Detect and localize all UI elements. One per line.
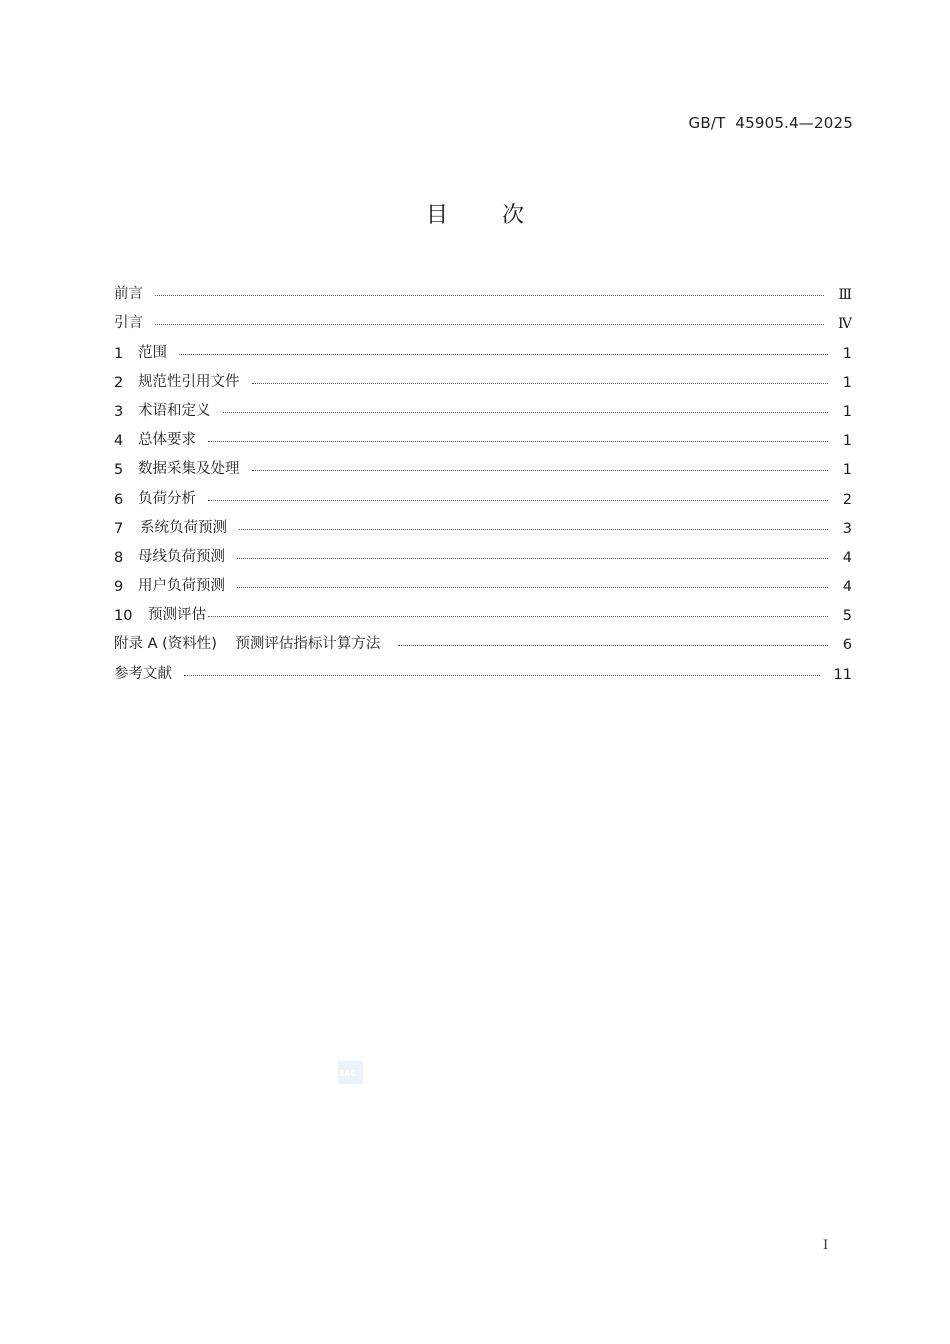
toc-page: Ⅳ	[838, 316, 852, 333]
toc-entry-2[interactable]	[114, 362, 852, 391]
toc-entry-appendix-a[interactable]	[114, 624, 852, 653]
leader-dots	[239, 529, 828, 530]
toc-num: 8	[114, 549, 124, 566]
leader-dots	[155, 295, 824, 296]
toc-num: 2	[114, 374, 124, 391]
toc-entry-6[interactable]	[114, 478, 852, 507]
toc-label: 负荷分析	[138, 490, 196, 507]
toc-label: 用户负荷预测	[138, 578, 225, 595]
toc-label: 预测评估	[148, 607, 206, 624]
toc-label: 前言	[114, 286, 143, 303]
leader-dots	[184, 675, 820, 676]
toc-entry-10[interactable]	[114, 595, 852, 624]
toc-num: 4	[114, 433, 124, 450]
title-char-1: 目	[425, 203, 448, 228]
leader-dots	[179, 354, 828, 355]
toc-label: 附录 A (资料性) 预测评估指标计算方法	[114, 636, 381, 653]
toc-label: 范围	[138, 344, 167, 361]
toc-entry-bibliography[interactable]	[114, 653, 852, 682]
toc-label: 系统负荷预测	[140, 519, 227, 536]
toc-label: 参考文献	[114, 665, 172, 682]
leader-dots	[208, 616, 828, 617]
toc-entry-1[interactable]	[114, 332, 852, 361]
toc-page: 2	[842, 491, 852, 508]
toc-num: 10	[114, 608, 133, 625]
toc-label: 规范性引用文件	[138, 373, 240, 390]
toc-page: 6	[842, 637, 852, 654]
toc-label: 数据采集及处理	[138, 461, 240, 478]
toc-num: 9	[114, 579, 124, 596]
leader-dots	[155, 324, 824, 325]
toc-entry-introduction[interactable]	[114, 303, 852, 332]
leader-dots	[208, 500, 828, 501]
toc-page: 1	[842, 345, 852, 362]
toc-entry-5[interactable]	[114, 449, 852, 478]
toc-num: 5	[114, 462, 124, 479]
toc-label: 引言	[114, 315, 143, 332]
leader-dots	[237, 558, 828, 559]
page-number: I	[823, 1238, 829, 1253]
toc-num: 1	[114, 345, 124, 362]
toc-page: 11	[833, 666, 852, 683]
leader-dots	[252, 383, 829, 384]
toc-page: 1	[842, 403, 852, 420]
toc-page: 3	[842, 520, 852, 537]
toc-entry-4[interactable]	[114, 420, 852, 449]
toc-entry-8[interactable]	[114, 537, 852, 566]
toc-page: 4	[842, 549, 852, 566]
toc-page: 1	[842, 374, 852, 391]
toc-num: 7	[114, 520, 124, 537]
sac-watermark-text: SAC	[339, 1069, 356, 1078]
table-of-contents	[114, 274, 852, 683]
leader-dots	[252, 470, 829, 471]
toc-label: 母线负荷预测	[138, 548, 225, 565]
toc-page: 4	[842, 579, 852, 596]
leader-dots	[398, 645, 828, 646]
toc-num: 3	[114, 403, 124, 420]
toc-label: 总体要求	[138, 432, 196, 449]
toc-entry-foreword[interactable]	[114, 274, 852, 303]
page-title	[0, 198, 950, 229]
leader-dots	[223, 412, 829, 413]
leader-dots	[208, 441, 828, 442]
title-char-2: 次	[502, 203, 525, 228]
toc-entry-9[interactable]	[114, 566, 852, 595]
standard-number: GB/T 45905.4—2025	[688, 114, 853, 132]
toc-page: 1	[842, 462, 852, 479]
toc-page: 1	[842, 433, 852, 450]
toc-page: 5	[842, 608, 852, 625]
toc-entry-7[interactable]	[114, 508, 852, 537]
leader-dots	[237, 587, 828, 588]
toc-page: Ⅲ	[838, 287, 852, 304]
toc-entry-3[interactable]	[114, 391, 852, 420]
toc-num: 6	[114, 491, 124, 508]
toc-label: 术语和定义	[138, 402, 211, 419]
